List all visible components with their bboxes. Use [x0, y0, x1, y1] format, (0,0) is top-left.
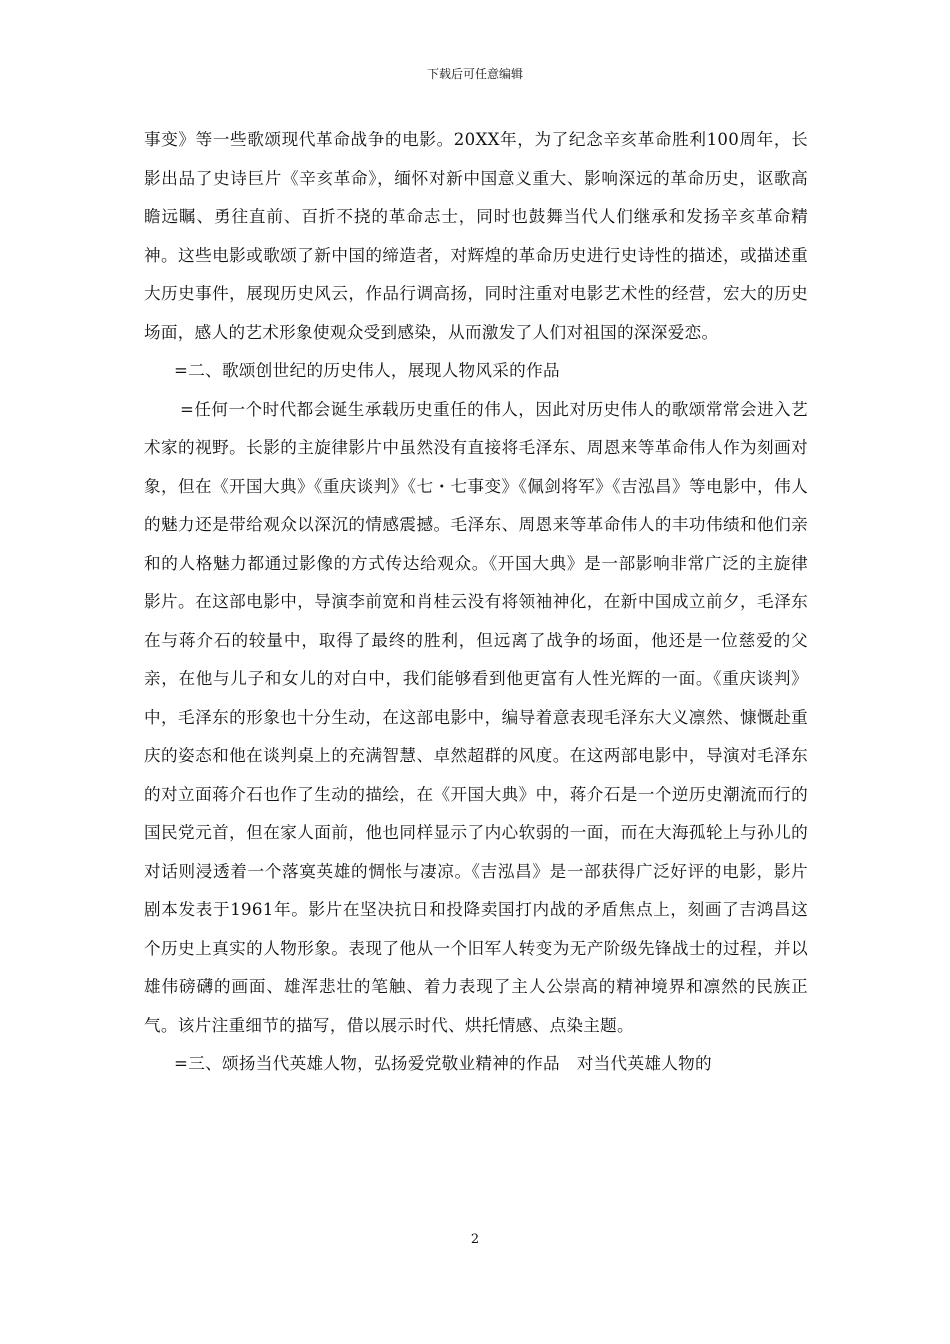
header-text: 下载后可任意编辑: [426, 67, 523, 81]
page-number-text: 2: [470, 1232, 480, 1247]
paragraph-historical-figures: =任何一个时代都会诞生承载历史重任的伟人，因此对历史伟人的歌颂常常会进入艺术家的视野。长影的主旋律影片中虽然没有直接将毛泽东、周恩来等革命伟人作为刻画对象，但在《开国大典》《重庆谈判》《七・七事变》《佩剑将军》《吉泓昌》等电影中，伟人的魅力还是带给观众以深沉的情感震撼。毛泽东、周恩来等革命伟人的丰功伟绩和他们亲和的人格魅力都通过影像的方式传达给观众。《开国大典》是一部影响非常广泛的主旋律影片。在这部电影中，导演李前宽和肖桂云没有将领袖神化，在新中国成立前夕，毛泽东在与蒋介石的较量中，取得了最终的胜利，但远离了战争的场面，他还是一位慈爱的父亲，在他与儿子和女儿的对白中，我们能够看到他更富有人性光辉的一面。《重庆谈判》中，毛泽东的形象也十分生动，在这部电影中，编导着意表现毛泽东大义凛然、慷慨赴重庆的姿态和他在谈判桌上的充满智慧、卓然超群的风度。在这两部电影中，导演对毛泽东的对立面蒋介石也作了生动的描绘，在《开国大典》中，蒋介石是一个逆历史潮流而行的国民党元首，但在家人面前，他也同样显示了内心软弱的一面，而在大海孤轮上与孙儿的对话则浸透着一个落寞英雄的惆怅与凄凉。《吉泓昌》是一部获得广泛好评的电影，影片剧本发表于1961年。影片在坚决抗日和投降卖国打内战的矛盾焦点上，刻画了吉鸿昌这个历史上真实的人物形象。表现了他从一个旧军人转变为无产阶级先锋战士的过程，并以雄伟磅礴的画面、雄浑悲壮的笔触、着力表现了主人公崇高的精神境界和凛然的民族正气。该片注重细节的描写，借以展示时代、烘托情感、点染主题。: [144, 399, 808, 1035]
paragraph-continuation: 事变》等一些歌颂现代革命战争的电影。20XX年，为了纪念辛亥革命胜利100周年，长影出品了史诗巨片《辛亥革命》，缅怀对新中国意义重大、影响深远的革命历史，讴歌高瞻远瞩、勇往直前、百折不挠的革命志士，同时也鼓舞当代人们继承和发扬辛亥革命精神。这些电影或歌颂了新中国的缔造者，对辉煌的革命历史进行史诗性的描述，或描述重大历史事件，展现历史风云，作品行调高扬，同时注重对电影艺术性的经营，宏大的历史场面，感人的艺术形象使观众受到感染，从而激发了人们对祖国的深深爱恋。: [144, 130, 808, 342]
section-heading-two: =二、歌颂创世纪的历史伟人，展现人物风采的作品: [174, 361, 560, 380]
page-header: [0, 66, 950, 82]
document-body: [144, 121, 808, 1084]
page-number: [0, 1232, 950, 1248]
section-heading-three: =三、颂扬当代英雄人物，弘扬爱党敬业精神的作品 对当代英雄人物的: [174, 1054, 712, 1073]
